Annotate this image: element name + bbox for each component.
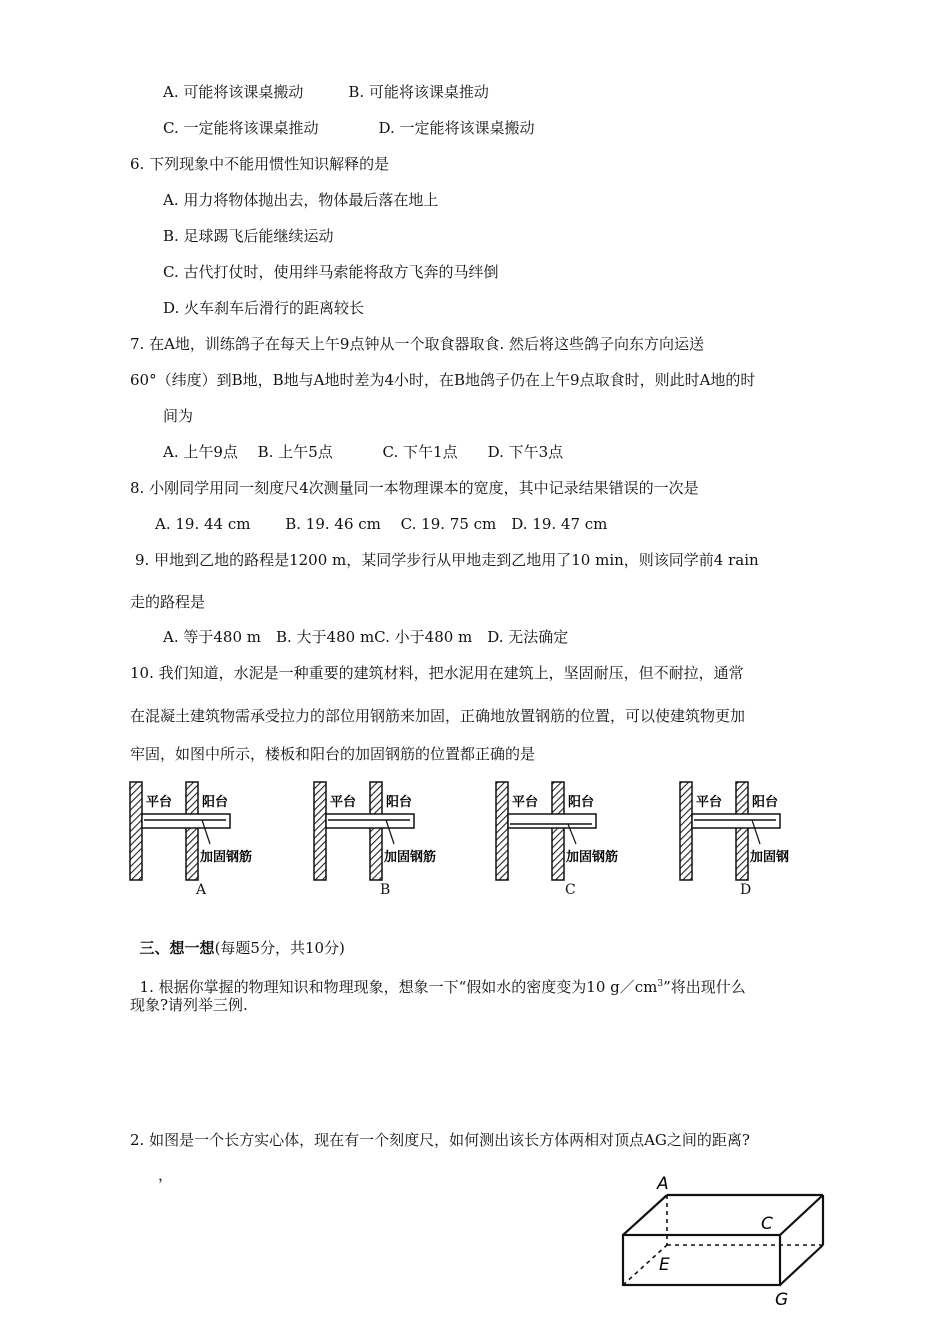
q6-option-a: A. 用力将物体抛出去，物体最后落在地上 [163, 191, 439, 209]
q10-stem-1: 10. 我们知道，水泥是一种重要的建筑材料，把水泥用在建筑上，坚固耐压，但不耐拉，通常 [130, 664, 744, 682]
balcony-label: 阳台 [202, 795, 229, 810]
rebar-label: 加固钢 [750, 850, 790, 865]
q6-stem: 6. 下列现象中不能用惯性知识解释的是 [130, 155, 390, 173]
q7-stem-2: 60°（纬度）到B地，B地与A地时差为4小时，在B地鸽子仍在上午9点取食时，则此时A地的时 [130, 371, 756, 389]
platform-label: 平台 [146, 795, 173, 810]
box-top-edge-right [780, 1195, 823, 1235]
right-column [370, 782, 382, 880]
s3-q1-text-end: ”将出现什么 [663, 978, 746, 996]
balcony-label: 阳台 [386, 795, 413, 810]
box-label-c: C [761, 1214, 773, 1234]
right-column [552, 782, 564, 880]
platform-label: 平台 [512, 795, 539, 810]
right-column [736, 782, 748, 880]
q10-option-c-label: C [565, 882, 576, 898]
floor-slab [142, 814, 230, 828]
rebar-label: 加固钢筋 [566, 850, 619, 865]
box-top-edge-left [623, 1195, 667, 1235]
q10-figure [0, 770, 950, 910]
floor-slab [326, 814, 414, 828]
box-figure [605, 1175, 835, 1325]
box-bottom-right-edge [780, 1245, 823, 1285]
section-3-score: (每题5分，共10分) [214, 939, 345, 957]
q8-stem: 8. 小刚同学用同一刻度尺4次测量同一本物理课本的宽度，其中记录结果错误的一次是 [130, 479, 699, 497]
platform-label: 平台 [330, 795, 357, 810]
q10-panel-c [496, 782, 618, 880]
floor-slab [508, 814, 596, 828]
s3-q2-line1: 2. 如图是一个长方实心体，现在有一个刻度尺，如何测出该长方体两相对顶点AG之间的距离? [130, 1131, 750, 1149]
q7-options: A. 上午9点 B. 上午5点 C. 下午1点 D. 下午3点 [163, 443, 564, 461]
q10-stem-3: 牢固，如图中所示，楼板和阳台的加固钢筋的位置都正确的是 [130, 745, 536, 763]
q10-option-a-label: A [196, 882, 207, 898]
box-label-a: A [657, 1175, 669, 1194]
floor-slab [692, 814, 780, 828]
q10-panel-a [130, 782, 252, 880]
q6-option-d: D. 火车刹车后滑行的距离较长 [163, 299, 365, 317]
s3-q1-superscript: 3 [657, 979, 664, 989]
left-column [496, 782, 508, 880]
q10-option-d-label: D [740, 882, 752, 898]
s3-q1-text: 1. 根据你掌握的物理知识和物理现象，想象一下“假如水的密度变为10 g／cm [139, 978, 658, 996]
q10-stem-2: 在混凝土建筑物需承受拉力的部位用钢筋来加固，正确地放置钢筋的位置，可以使建筑物更加 [130, 707, 746, 725]
section-3-heading [130, 918, 345, 958]
rebar-label: 加固钢筋 [384, 850, 437, 865]
q10-panel-b [314, 782, 436, 880]
q6-option-b: B. 足球踢飞后能继续运动 [163, 227, 334, 245]
left-column [314, 782, 326, 880]
s3-q1-line1 [130, 954, 746, 997]
q6-option-c: C. 古代打仗时，使用绊马索能将敌方飞奔的马绊倒 [163, 263, 499, 281]
box-label-g: G [775, 1290, 789, 1310]
q10-panel-d [680, 782, 789, 880]
left-column [680, 782, 692, 880]
q9-stem-1: 9. 甲地到乙地的路程是1200 m，某同学步行从甲地走到乙地用了10 min，则该同学前4 rain [135, 551, 759, 569]
q9-options: A. 等于480 m B. 大于480 mC. 小于480 m D. 无法确定 [163, 628, 569, 646]
q5-options-cd: C. 一定能将该课桌推动 D. 一定能将该课桌搬动 [163, 119, 535, 137]
s3-q2-comma: ， [158, 1166, 174, 1184]
left-column [130, 782, 142, 880]
platform-label: 平台 [696, 795, 723, 810]
q7-stem-3: 间为 [163, 407, 194, 425]
q5-options-ab: A. 可能将该课桌搬动 B. 可能将该课桌推动 [163, 83, 489, 101]
q10-option-b-label: B [380, 882, 391, 898]
q9-stem-2: 走的路程是 [130, 593, 206, 611]
balcony-label: 阳台 [752, 795, 779, 810]
q7-stem-1: 7. 在A地，训练鸽子在每天上午9点钟从一个取食器取食. 然后将这些鸽子向东方向运送 [130, 335, 704, 353]
q8-options: A. 19. 44 cm B. 19. 46 cm C. 19. 75 cm D. 19. 47 cm [155, 515, 608, 533]
rebar-label: 加固钢筋 [200, 850, 253, 865]
box-label-e: E [659, 1255, 670, 1275]
section-3-title: 三、想一想 [139, 939, 215, 957]
box-front-face [623, 1235, 780, 1285]
right-column [186, 782, 198, 880]
s3-q1-line2: 现象?请列举三例. [130, 996, 248, 1014]
balcony-label: 阳台 [568, 795, 595, 810]
